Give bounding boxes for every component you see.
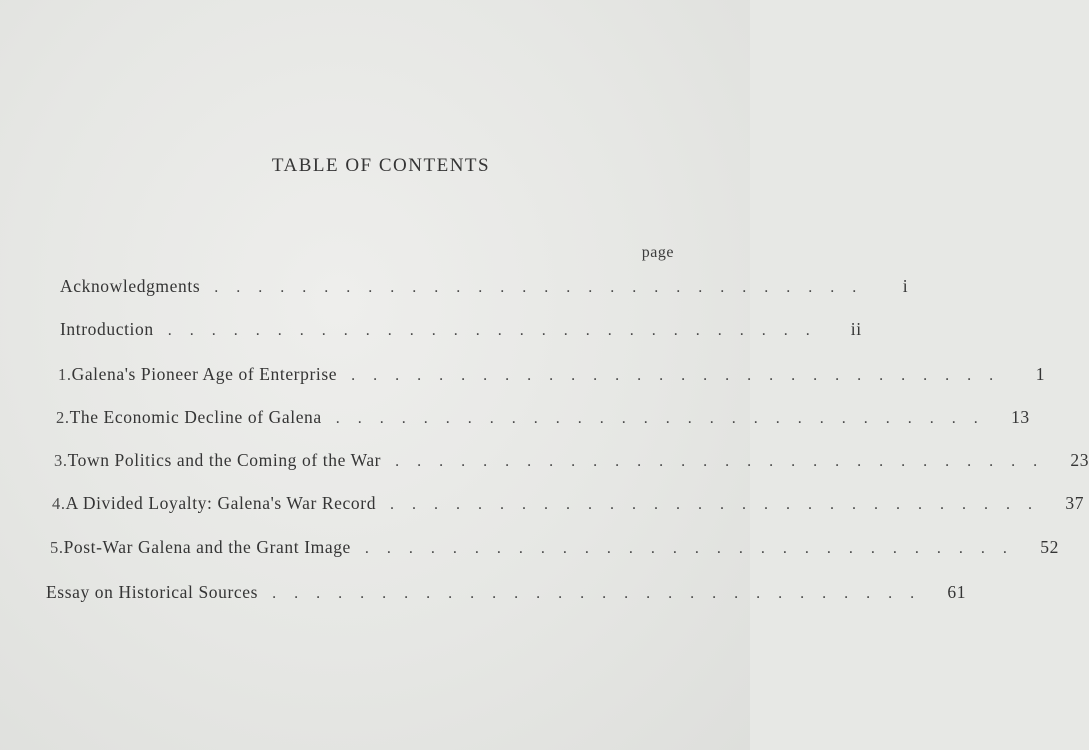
toc-entry (46, 582, 967, 606)
toc-entry-title: Acknowledgments (60, 276, 201, 296)
toc-entry (60, 276, 909, 300)
dot-leader: .............................. (214, 279, 875, 296)
toc-entry-title: Galena's Pioneer Age of Enterprise (71, 364, 338, 384)
toc-entry-title: Essay on Historical Sources (46, 582, 259, 602)
toc-entry (54, 450, 1089, 474)
toc-entry-title: Post-War Galena and the Grant Image (63, 537, 351, 557)
dot-leader: .............................. (390, 496, 1051, 513)
toc-entry-page: i (902, 276, 909, 296)
toc-entry (58, 364, 1046, 388)
chapter-number: 1. (58, 365, 72, 384)
dot-leader: .............................. (364, 540, 1025, 557)
toc-entry (60, 319, 862, 343)
page-title: TABLE OF CONTENTS (271, 155, 491, 176)
toc-entry-page: 61 (947, 582, 967, 602)
toc-entry-page: 13 (1011, 407, 1030, 427)
toc-entry-page: 37 (1065, 493, 1085, 513)
dot-leader: .............................. (272, 585, 933, 602)
dot-leader: .............................. (167, 322, 828, 339)
toc-entry (56, 407, 1030, 431)
toc-entry-title: The Economic Decline of Galena (69, 407, 322, 427)
page-column-label: page (641, 244, 674, 261)
toc-entry-title: Town Politics and the Coming of the War (67, 450, 382, 470)
toc-entry-page: 23 (1070, 450, 1089, 470)
toc-entry-page: ii (850, 319, 862, 339)
dot-leader: .............................. (395, 453, 1056, 470)
chapter-number: 3. (54, 451, 68, 470)
toc-entry-title: A Divided Loyalty: Galena's War Record (65, 493, 377, 513)
toc-entry-page: 52 (1040, 537, 1059, 557)
dot-leader: .............................. (335, 410, 996, 427)
dot-leader: .............................. (351, 367, 1012, 384)
toc-entry (52, 493, 1085, 517)
toc-entry (50, 537, 1059, 561)
chapter-number: 5. (50, 538, 64, 557)
chapter-number: 4. (52, 494, 66, 513)
toc-entry-page: 1 (1035, 364, 1046, 384)
chapter-number: 2. (56, 408, 70, 427)
toc-entry-title: Introduction (60, 319, 154, 339)
